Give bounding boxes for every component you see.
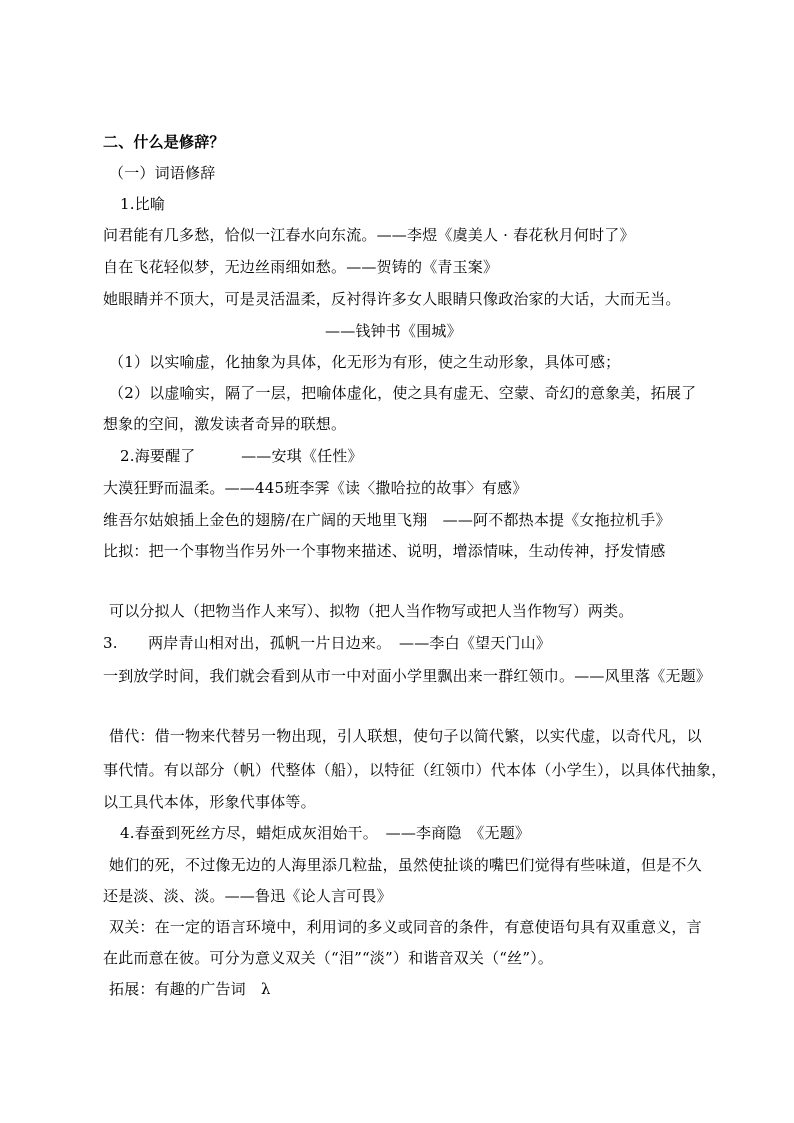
- example-3: 她眼睛并不顶大，可是灵活温柔，反衬得许多女人眼睛只像政治家的大话，大而无当。: [103, 290, 681, 308]
- note-2-line-2: 想象的空间，激发读者奇异的联想。: [103, 415, 347, 433]
- metonymy-definition-line-2: 事代情。有以部分（帆）代整体（船），以特征（红领巾）代本体（小学生），以具体代抽象，: [103, 761, 727, 779]
- note-2-line-1: （2）以虚喻实，隔了一层，把喻体虚化，使之具有虚无、空蒙、奇幻的意象美，拓展了: [109, 384, 697, 402]
- extension-line: 拓展：有趣的广告词 λ: [109, 980, 271, 998]
- note-1: （1）以实喻虚，化抽象为具体，化无形为有形，使之生动形象，具体可感；: [109, 353, 621, 371]
- example-7-line-1: 她们的死，不过像无边的人海里添几粒盐，虽然使扯谈的嘴巴们觉得有些味道，但是不久: [109, 856, 702, 874]
- example-2: 自在飞花轻似梦，无边丝雨细如愁。——贺铸的《青玉案》: [103, 258, 499, 276]
- example-1: 问君能有几多愁，恰似一江春水向东流。——李煜《虞美人 · 春花秋月何时了》: [103, 226, 635, 244]
- example-5: 维吾尔姑娘插上金色的翅膀/在广阔的天地里飞翔 ——阿不都热本提《女拖拉机手》: [103, 511, 671, 529]
- pun-definition-line-2: 在此而意在彼。可分为意义双关（“泪”“淡”）和谐音双关（“丝”）。: [103, 949, 554, 967]
- item-3-title: 3. 两岸青山相对出，孤帆一片日边来。 ——李白《望天门山》: [103, 634, 552, 652]
- example-7-line-2: 还是淡、淡、淡。——鲁迅《论人言可畏》: [103, 887, 392, 905]
- example-3-citation: ——钱钟书《围城》: [325, 322, 462, 340]
- item-4-title: 4.春蚕到死丝方尽，蜡炬成灰泪始干。 ——李商隐 《无题》: [120, 824, 531, 842]
- pun-definition-line-1: 双关：在一定的语言环境中，利用词的多义或同音的条件，有意使语句具有双重意义，言: [109, 918, 702, 936]
- metonymy-definition-line-3: 以工具代本体，形象代事体等。: [103, 793, 316, 811]
- personification-definition-line-1: 比拟：把一个事物当作另外一个事物来描述、说明，增添情味，生动传神，抒发情感: [103, 542, 666, 560]
- item-1-title: 1.比喻: [120, 195, 166, 213]
- item-2-title: 2.海要醒了 ——安琪《任性》: [120, 447, 363, 465]
- personification-definition-line-2: 可以分拟人（把物当作人来写）、拟物（把人当作物写或把人当作物写）两类。: [109, 602, 634, 620]
- section-heading: 二、什么是修辞？: [103, 133, 225, 151]
- subsection-heading: （一）词语修辞: [109, 164, 216, 182]
- metonymy-definition-line-1: 借代：借一物来代替另一物出现，引人联想，使句子以简代繁，以实代虚，以奇代凡，以: [109, 727, 702, 745]
- example-6: 一到放学时间，我们就会看到从市一中对面小学里飘出来一群红领巾。——风里落《无题》: [103, 667, 712, 685]
- example-4: 大漠狂野而温柔。——445班李霁《读〈撒哈拉的故事〉有感》: [103, 479, 528, 497]
